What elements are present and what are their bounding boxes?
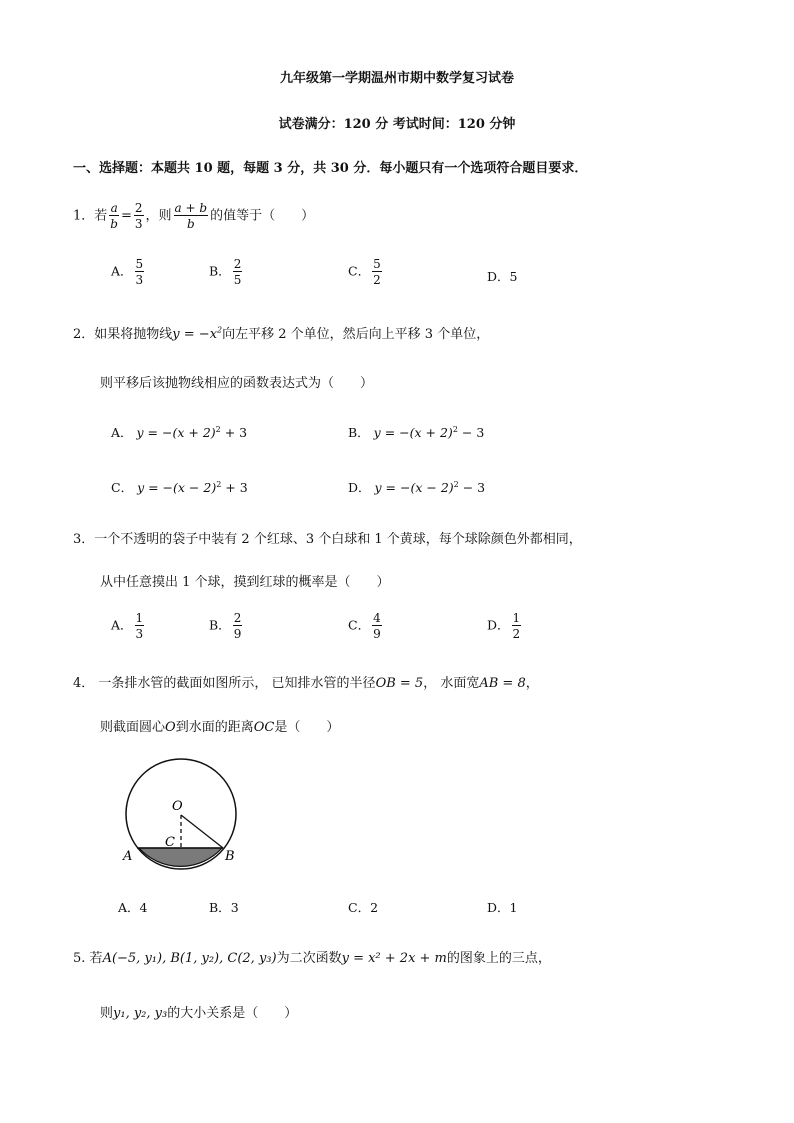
q2-option-b[interactable]: B． $y = -(x + 2)^2 - 3$	[348, 424, 485, 440]
question-4-stem: 4． 一条排水管的截面如图所示， 已知排水管的半径OB = 5， 水面宽AB = 8，	[73, 676, 539, 691]
question-number: 3．	[73, 532, 95, 547]
q3-option-b[interactable]: B． $\frac{2}{9}$	[209, 611, 242, 641]
question-5-stem-line2: 则y₁, y₂, y₃的大小关系是（ ）	[100, 1006, 298, 1021]
q1-option-d[interactable]: D．5	[487, 269, 518, 284]
question-number: 4．	[73, 676, 95, 691]
label-c: C	[165, 835, 175, 850]
q2-option-a[interactable]: A． $y = -(x + 2)^2 + 3$	[111, 424, 248, 440]
q4-option-c[interactable]: C．2	[348, 900, 379, 915]
label-o: O	[172, 799, 183, 814]
q3-option-a[interactable]: A． $\frac{1}{3}$	[111, 611, 144, 641]
question-number: 2．	[73, 327, 95, 342]
q4-option-d[interactable]: D．1	[487, 900, 518, 915]
question-1-stem: 1．若 $\frac{a}{b}$ = $\frac{2}{3}$ ，则 $\frac{a + b}{b}$ 的值等于（ ）	[73, 201, 315, 231]
question-4-stem-line2: 则截面圆心O到水面的距离OC是（ ）	[100, 720, 340, 735]
label-a: A	[123, 849, 133, 864]
q4-option-b[interactable]: B．3	[209, 900, 239, 915]
water-segment	[139, 848, 222, 866]
exam-title: 九年级第一学期温州市期中数学复习试卷	[279, 71, 514, 86]
question-2-stem: 2．如果将抛物线$y = -x^2$向左平移 2 个单位，然后向上平移 3 个单位，	[73, 325, 490, 342]
question-number: 5.	[73, 951, 86, 966]
fraction: $\frac{2}{3}$	[134, 201, 143, 231]
question-2-stem-line2: 则平移后该抛物线相应的函数表达式为（ ）	[100, 376, 374, 391]
pipe-cross-section-figure	[115, 755, 250, 880]
fraction: $\frac{a + b}{b}$	[174, 201, 208, 231]
q2-option-c[interactable]: C． $y = -(x - 2)^2 + 3$	[111, 479, 248, 495]
q3-option-d[interactable]: D． $\frac{1}{2}$	[487, 611, 521, 641]
segment-ob	[181, 815, 223, 848]
q1-option-c[interactable]: C． $\frac{5}{2}$	[348, 257, 381, 287]
q4-option-a[interactable]: A．4	[118, 900, 148, 915]
exam-subtitle: 试卷满分：120 分 考试时间：120 分钟	[278, 117, 516, 132]
question-3-stem: 3．一个不透明的袋子中装有 2 个红球、3 个白球和 1 个黄球，每个球除颜色外都相同，	[73, 532, 582, 547]
label-b: B	[225, 849, 235, 864]
q1-option-a[interactable]: A． $\frac{5}{3}$	[111, 257, 144, 287]
q1-option-b[interactable]: B． $\frac{2}{5}$	[209, 257, 242, 287]
fraction: $\frac{a}{b}$	[110, 201, 118, 231]
q2-option-d[interactable]: D． $y = -(x - 2)^2 - 3$	[348, 479, 486, 495]
question-5-stem: 5. 若A(−5, y₁), B(1, y₂), C(2, y₃)为二次函数y = x² + 2x + m的图象上的三点，	[73, 951, 551, 966]
question-3-stem-line2: 从中任意摸出 1 个球，摸到红球的概率是（ ）	[100, 575, 390, 590]
q3-option-c[interactable]: C． $\frac{4}{9}$	[348, 611, 381, 641]
question-number: 1．	[73, 208, 95, 224]
section-heading: 一、选择题：本题共 10 题，每题 3 分，共 30 分．每小题只有一个选项符合题目要求．	[73, 161, 588, 176]
